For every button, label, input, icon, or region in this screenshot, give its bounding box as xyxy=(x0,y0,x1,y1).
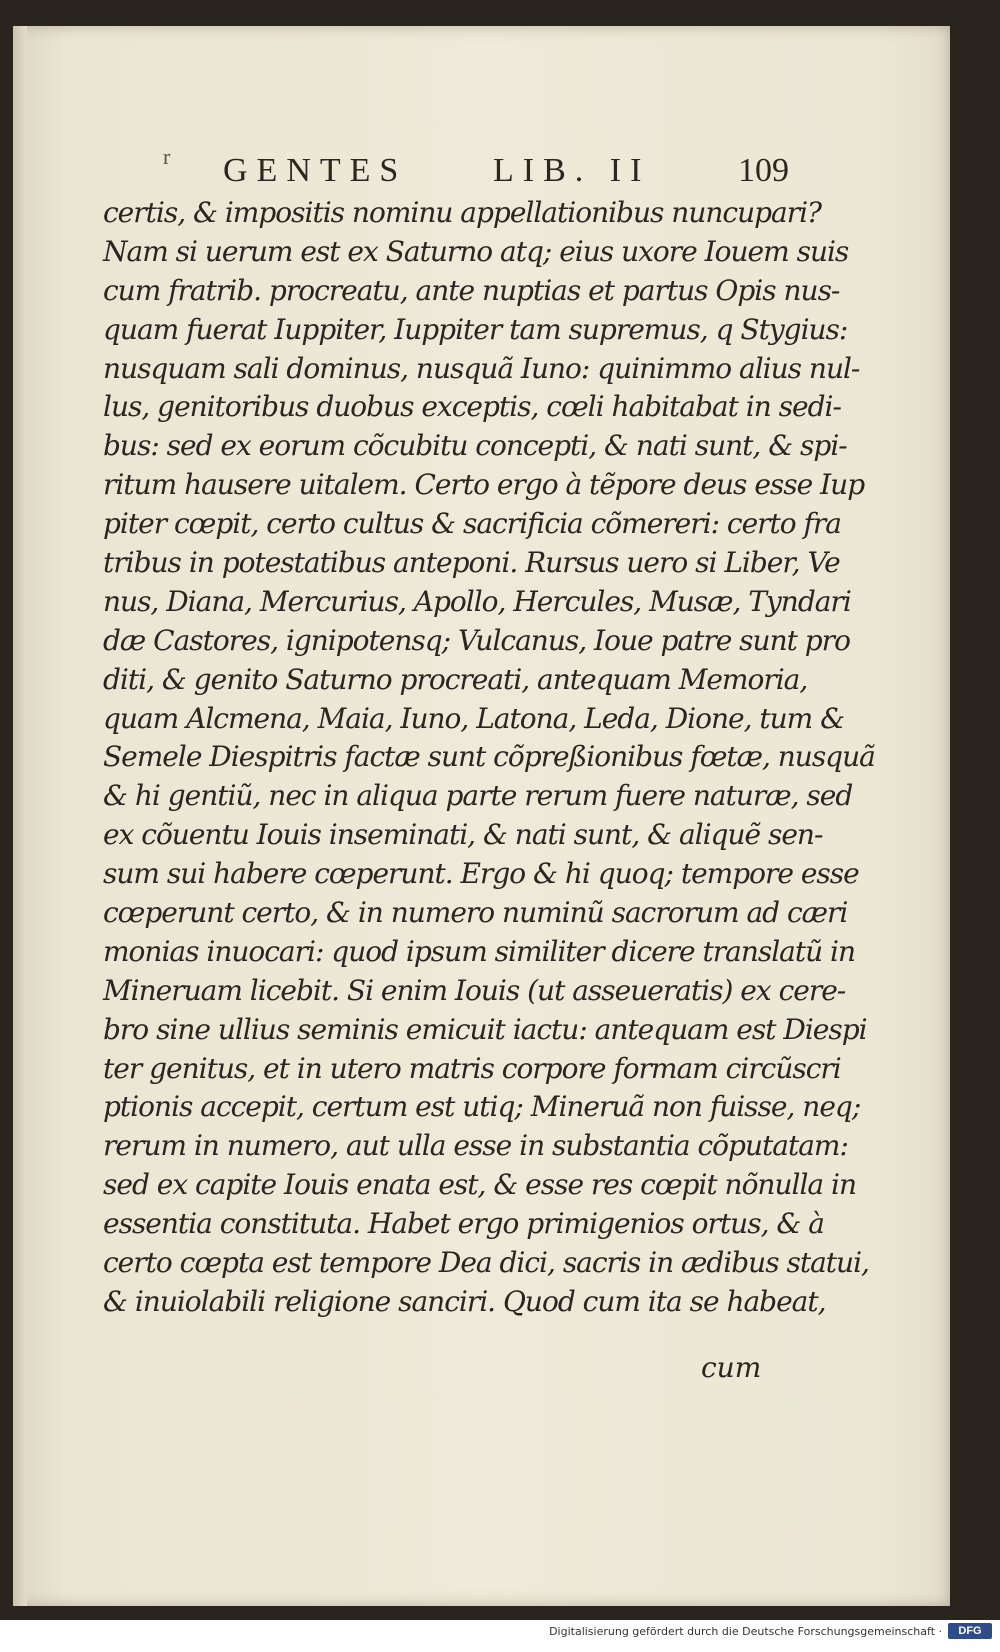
text-line: diti, & genito Saturno procreati, antequam Memoria, xyxy=(103,662,808,696)
text-line: ritum hausere uitalem. Certo ergo à tẽpore deus esse Iup xyxy=(103,468,865,502)
text-line: tribus in potestatibus anteponi. Rursus uero si Liber, Ve xyxy=(103,546,840,580)
page-gutter xyxy=(13,26,27,1606)
text-line: & inuiolabili religione sanciri. Quod cum ita se habeat, xyxy=(103,1284,826,1318)
catchword: cum xyxy=(701,1351,762,1384)
text-line: lus, genitoribus duobus exceptis, cœli habitabat in sedi- xyxy=(103,390,841,424)
text-line: bus: sed ex eorum cõcubitu concepti, & nati sunt, & spi- xyxy=(103,429,847,463)
text-line: nusquam sali dominus, nusquã Iuno: quinimmo alius nul- xyxy=(103,351,860,385)
book-page xyxy=(13,26,950,1606)
text-line: Nam si uerum est ex Saturno atq; eius uxore Iouem suis xyxy=(103,234,849,268)
text-line: monias inuocari: quod ipsum similiter dicere translatũ in xyxy=(103,934,856,968)
text-line: cœperunt certo, & in numero numinũ sacrorum ad cæri xyxy=(103,896,848,930)
running-head-book: LIB. II xyxy=(493,152,651,189)
text-line: rerum in numero, aut ulla esse in substantia cõputatam: xyxy=(103,1129,848,1163)
text-line: ex cõuentu Iouis inseminati, & nati sunt, & aliquẽ sen- xyxy=(103,818,823,852)
printer-mark: r xyxy=(163,144,171,169)
text-line: sed ex capite Iouis enata est, & esse res cœpit nõnulla in xyxy=(103,1168,856,1202)
page-number: 109 xyxy=(738,152,789,189)
text-line: Mineruam licebit. Si enim Iouis (ut asseueratis) ex cere- xyxy=(103,973,846,1007)
dfg-logo: DFG xyxy=(948,1623,992,1639)
text-line: certis, & impositis nominu appellationibus nuncupari? xyxy=(103,196,822,229)
text-line: cum fratrib. procreatu, ante nuptias et partus Opis nus- xyxy=(103,273,840,307)
text-line: essentia constituta. Habet ergo primigenios ortus, & à xyxy=(103,1207,824,1241)
body-text xyxy=(103,194,875,1322)
text-line: Semele Diespitris factæ sunt cõpreßionibus fœtæ, nusquã xyxy=(103,740,875,774)
text-line: ter genitus, et in utero matris corpore formam circũscri xyxy=(103,1051,841,1085)
text-line: certo cœpta est tempore Dea dici, sacris in ædibus statui, xyxy=(103,1246,869,1280)
text-line: sum sui habere cœperunt. Ergo & hi quoq; tempore esse xyxy=(103,857,859,891)
text-line: quam fuerat Iuppiter, Iuppiter tam supremus, q Stygius: xyxy=(103,312,848,346)
text-line: bro sine ullius seminis emicuit iactu: antequam est Diespi xyxy=(103,1012,867,1046)
text-line: ptionis accepit, certum est utiq; Mineruã non fuisse, neq; xyxy=(103,1090,861,1124)
digitization-credit: Digitalisierung gefördert durch die Deutsche Forschungsgemeinschaft · xyxy=(549,1625,942,1638)
text-line: nus, Diana, Mercurius, Apollo, Hercules, Musæ, Tyndari xyxy=(103,584,851,618)
text-line: & hi gentiũ, nec in aliqua parte rerum fuere naturæ, sed xyxy=(103,779,853,813)
text-line: piter cœpit, certo cultus & sacrificia cõmereri: certo fra xyxy=(103,507,841,541)
text-line: dæ Castores, ignipotensq; Vulcanus, Ioue patre sunt pro xyxy=(103,623,850,657)
text-line: quam Alcmena, Maia, Iuno, Latona, Leda, Dione, tum & xyxy=(103,701,845,735)
running-head-title: GENTES xyxy=(223,152,408,189)
